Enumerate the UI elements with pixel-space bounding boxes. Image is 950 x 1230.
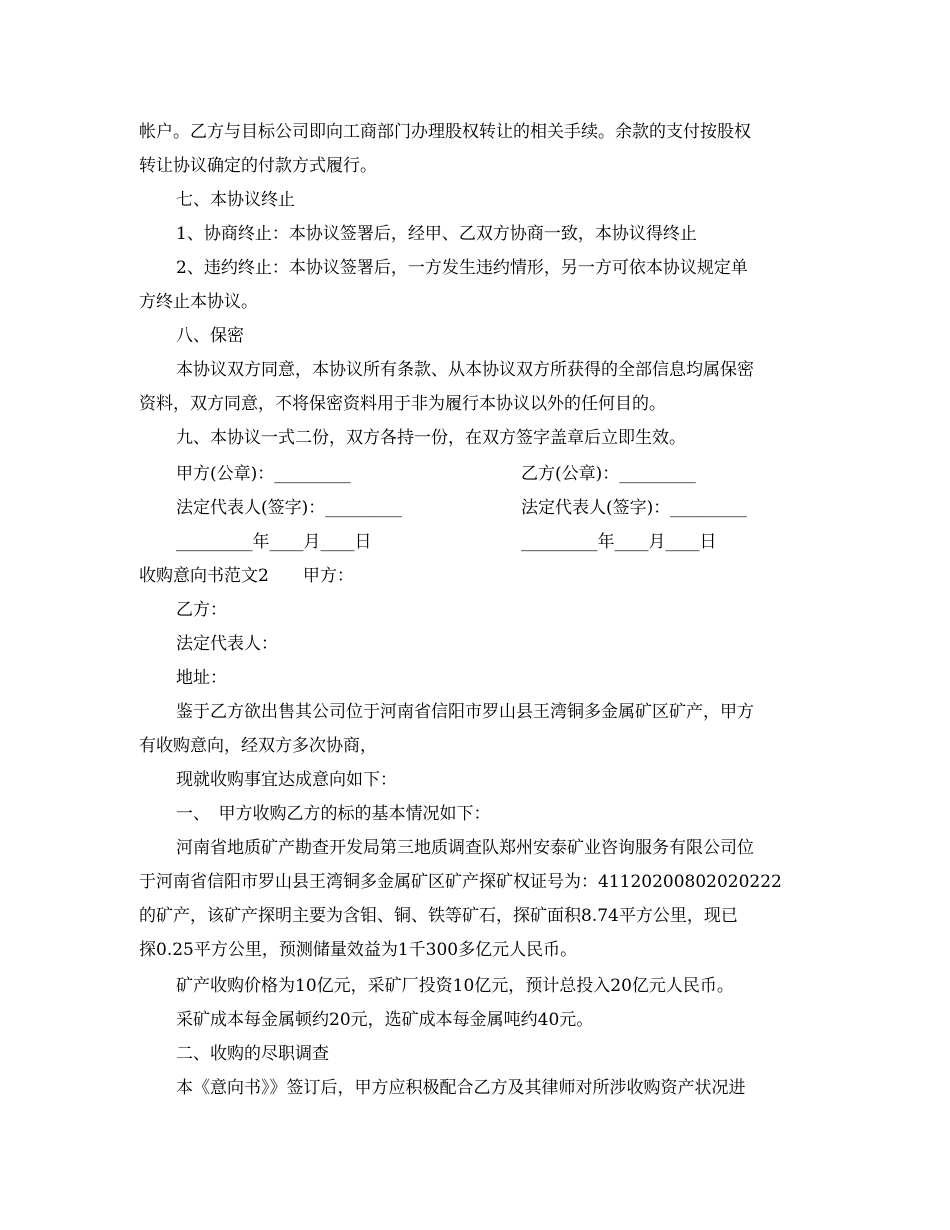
- paragraph-line: 方终止本协议。: [139, 292, 258, 312]
- signature-date-a: _________年____月____日: [176, 532, 372, 552]
- section-heading-copies: 九、本协议一式二份，双方各持一份，在双方签字盖章后立即生效。: [176, 428, 686, 448]
- paragraph-line: 矿产收购价格为10亿元，采矿厂投资10亿元，预计总投入20亿元人民币。: [176, 976, 734, 996]
- signature-rep-b: 法定代表人(签字)：_________: [521, 498, 747, 518]
- paragraph-line: 1、协商终止：本协议签署后，经甲、乙双方协商一致，本协议得终止: [176, 224, 697, 244]
- signature-party-a: 甲方(公章)：_________: [176, 464, 351, 484]
- paragraph-line: 转让协议确定的付款方式履行。: [139, 156, 377, 176]
- paragraph-line: 资料，双方同意，不将保密资料用于非为履行本协议以外的任何目的。: [139, 394, 666, 414]
- signature-party-b: 乙方(公章)：_________: [521, 464, 696, 484]
- address-line: 地址：: [176, 668, 227, 688]
- paragraph-line: 鉴于乙方欲出售其公司位于河南省信阳市罗山县王湾铜多金属矿区矿产，甲方: [176, 702, 754, 722]
- section-heading-termination: 七、本协议终止: [176, 190, 295, 210]
- second-sample-title: 收购意向书范文2 甲方：: [139, 566, 354, 586]
- paragraph-line: 本《意向书》》签订后，甲方应积极配合乙方及其律师对所涉收购资产状况进: [176, 1078, 746, 1098]
- paragraph-line: 河南省地质矿产勘查开发局第三地质调查队郑州安泰矿业咨询服务有限公司位: [176, 838, 754, 858]
- paragraph-line: 2、违约终止：本协议签署后，一方发生违约情形，另一方可依本协议规定单: [176, 258, 748, 278]
- paragraph-line: 本协议双方同意，本协议所有条款、从本协议双方所获得的全部信息均属保密: [176, 360, 754, 380]
- paragraph-line: 采矿成本每金属顿约20元，选矿成本每金属吨约40元。: [176, 1010, 594, 1030]
- section-heading-due-diligence: 二、收购的尽职调查: [176, 1044, 329, 1064]
- paragraph-line: 于河南省信阳市罗山县王湾铜多金属矿区矿产探矿权证号为：41120200802020222: [139, 872, 782, 892]
- legal-rep-line: 法定代表人：: [176, 634, 278, 654]
- signature-rep-a: 法定代表人(签字)：_________: [176, 498, 402, 518]
- paragraph-line: 帐户。乙方与目标公司即向工商部门办理股权转让的相关手续。余款的支付按股权: [139, 122, 751, 142]
- section-heading-basic-info: 一、 甲方收购乙方的标的基本情况如下：: [176, 804, 491, 824]
- paragraph-line: 现就收购事宜达成意向如下：: [176, 770, 397, 790]
- paragraph-line: 探0.25平方公里，预测储量效益为1千300多亿元人民币。: [139, 940, 578, 960]
- section-heading-confidentiality: 八、保密: [176, 326, 244, 346]
- paragraph-line: 的矿产，该矿产探明主要为含钼、铜、铁等矿石，探矿面积8.74平方公里，现已: [139, 906, 738, 926]
- paragraph-line: 有收购意向，经双方多次协商，: [139, 736, 377, 756]
- signature-date-b: _________年____月____日: [521, 532, 717, 552]
- party-b-line: 乙方：: [176, 600, 227, 620]
